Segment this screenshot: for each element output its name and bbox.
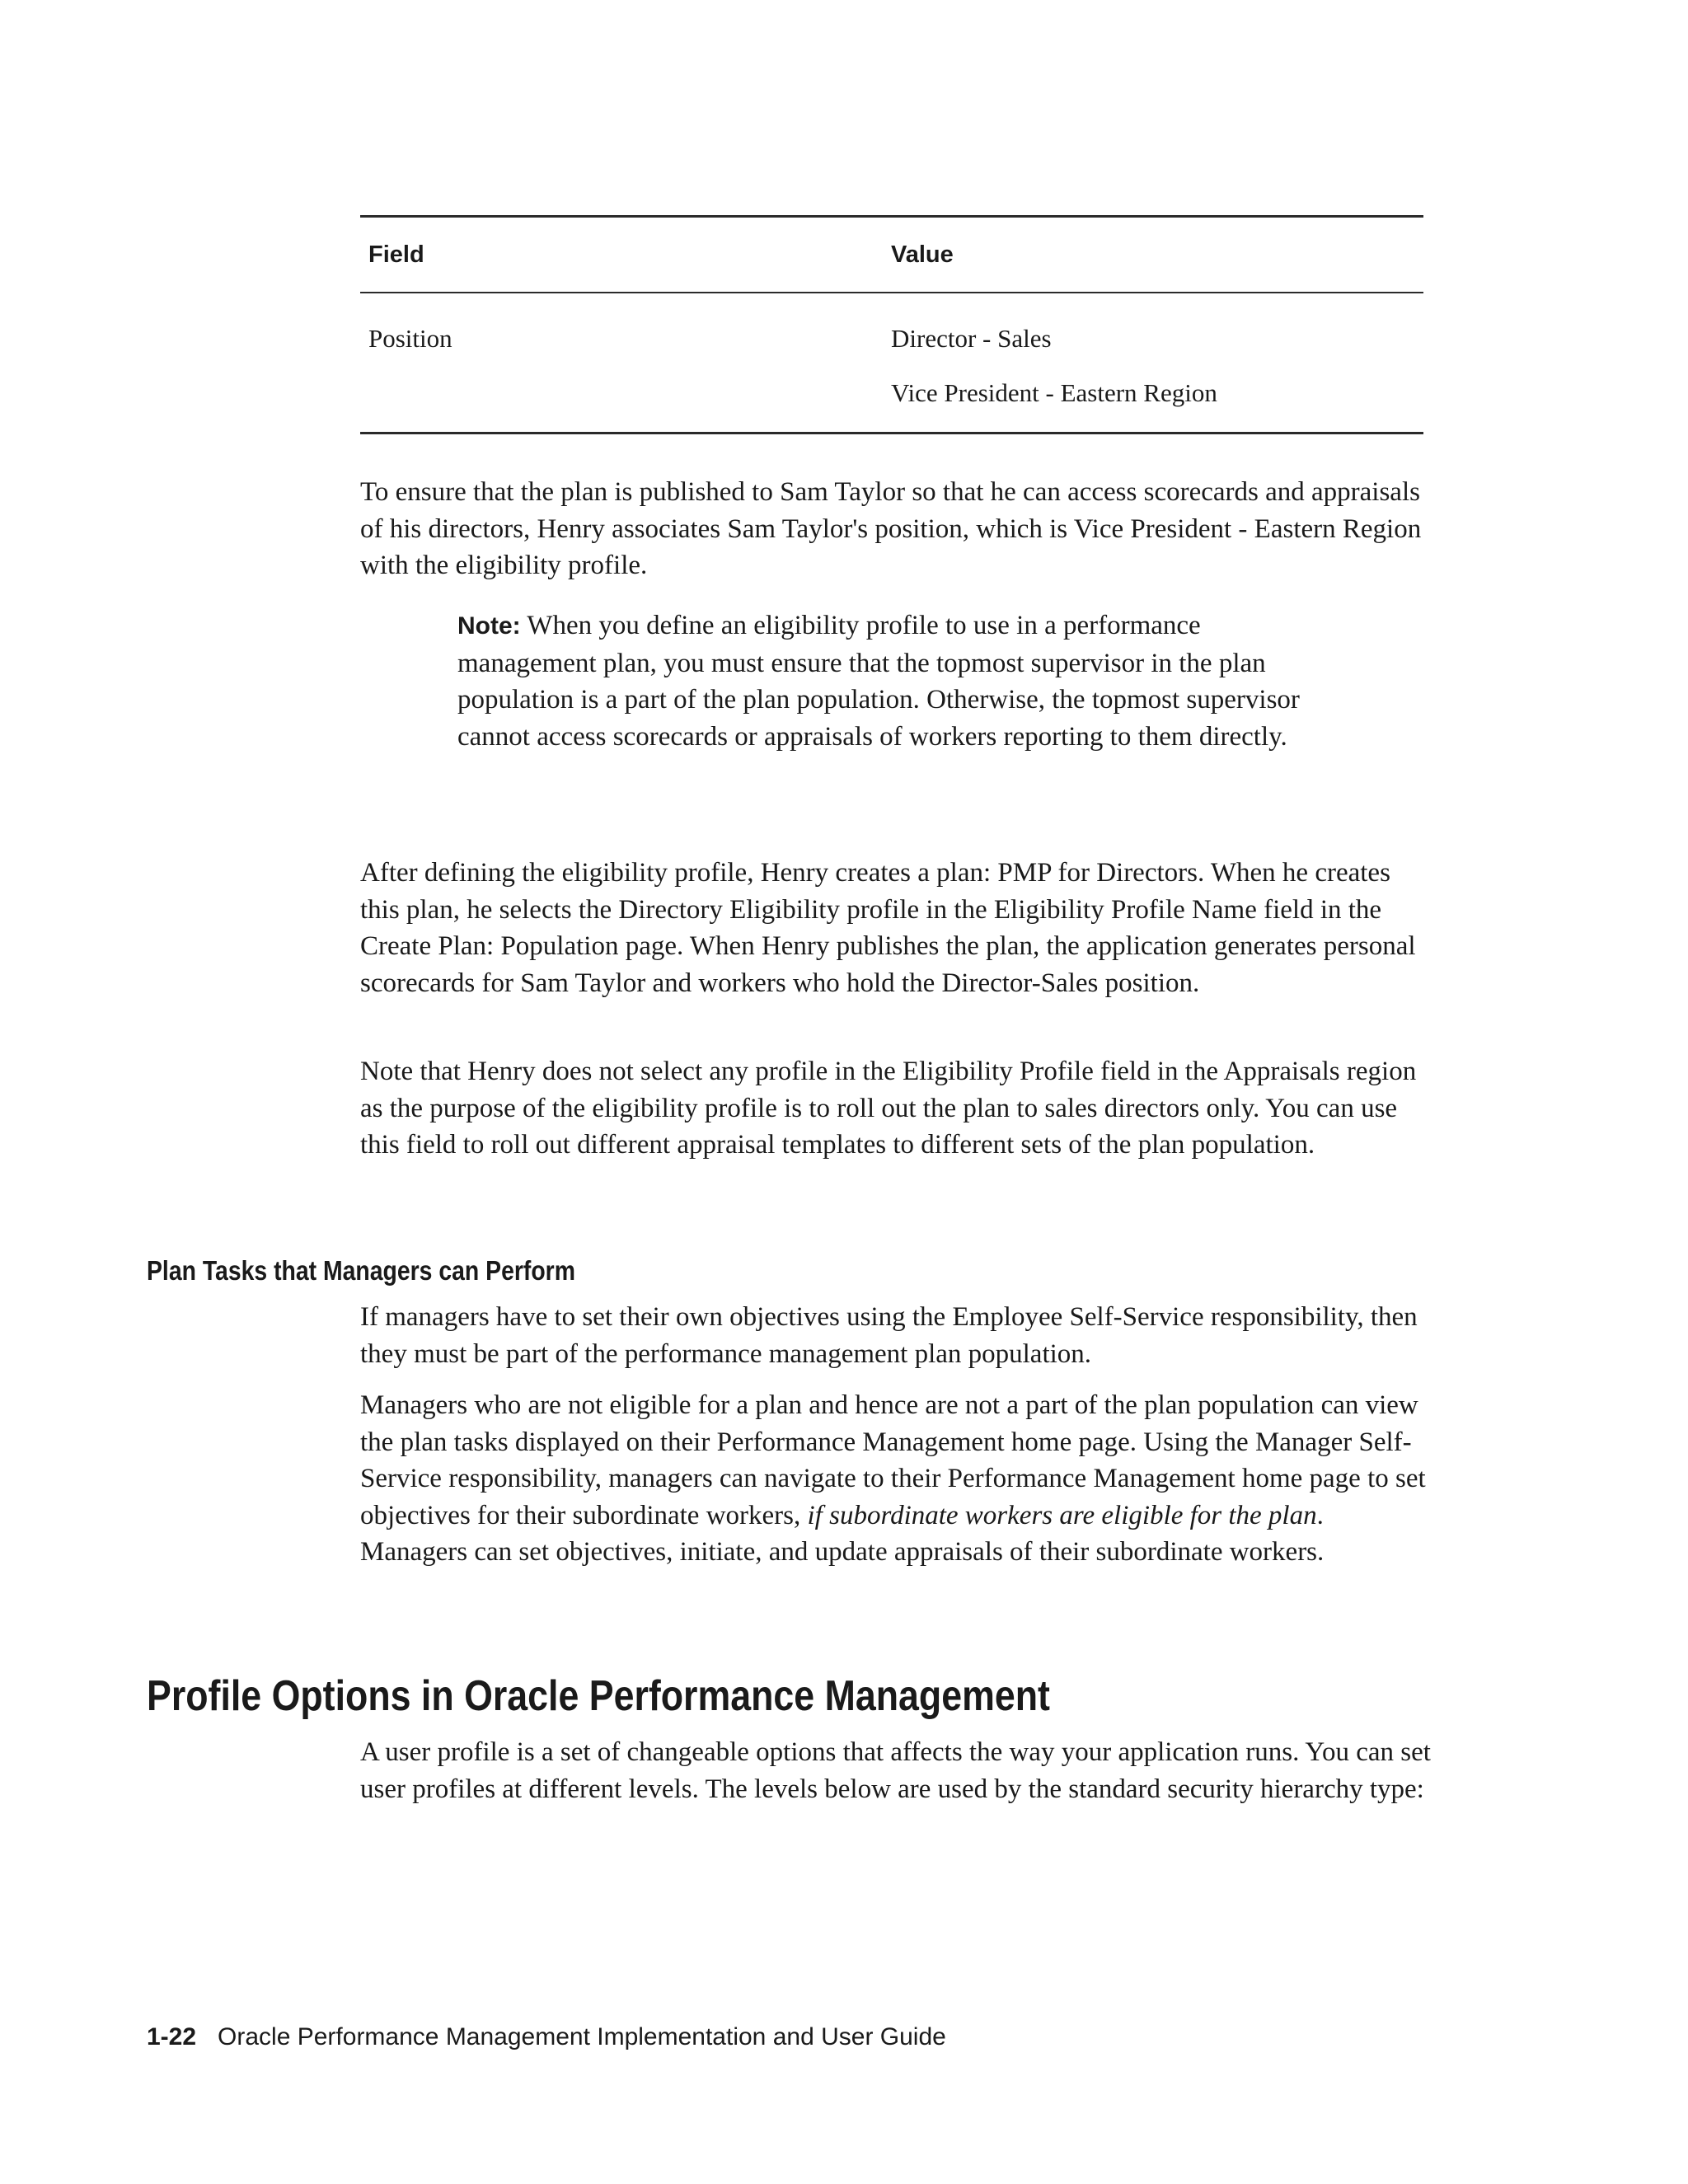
note-label: Note: — [457, 612, 521, 640]
page-number: 1-22 — [147, 2023, 197, 2050]
paragraph-create-plan: After defining the eligibility profile, Henry creates a plan: PMP for Directors. When he creates this plan, he selects the Directory Eligibility profile in the Eligibility Profile Name field in the Create Plan: Population page. When Henry publishes the plan, the application generates personal scorecards for Sam Taylor and workers who hold the Director-Sales position. — [360, 858, 1416, 998]
field-value-table — [360, 215, 1423, 434]
column-header-value: Value — [891, 241, 954, 268]
paragraph-publish-to-sam: To ensure that the plan is published to Sam Taylor so that he can access scorecards and appraisals of his directors, Henry associates Sam Taylor's position, which is Vice President - Eastern Region with the eligibility profile. — [360, 477, 1422, 580]
book-title: Oracle Performance Management Implementation and User Guide — [218, 2023, 946, 2050]
paragraph-user-profile: A user profile is a set of changeable options that affects the way your application runs. You can set user profiles at different levels. The levels below are used by the standard security hierarchy type: — [360, 1737, 1431, 1804]
section-heading-plan-tasks: Plan Tasks that Managers can Perform — [147, 1255, 575, 1286]
paragraph-managers-own-objectives: If managers have to set their own objectives using the Employee Self-Service responsibility, then they must be part of the performance management plan population. — [360, 1302, 1418, 1369]
value-line-2: Vice President - Eastern Region — [891, 378, 1217, 407]
table-cell-field: Position — [368, 324, 452, 353]
paragraph-text-part-1: Managers who are not eligible for a plan and hence are not a part of the plan population can view the plan tasks displayed on their Performance Management home page. Using the Manager Self-Service responsibility, managers can navigate to their Performance Management home page to set objectives for their subordinate workers, — [360, 1390, 1426, 1530]
paragraph-managers-not-eligible — [360, 1387, 1432, 1571]
section-heading-profile-options: Profile Options in Oracle Performance Management — [147, 1672, 1050, 1720]
table-cell-value — [891, 312, 1423, 420]
paragraph-italic-text: if subordinate workers are eligible for the plan — [807, 1500, 1317, 1530]
paragraph-eligibility-field: Note that Henry does not select any profile in the Eligibility Profile field in the Appraisals region as the purpose of the eligibility profile is to roll out the plan to sales directors only. You can use this field to roll out different appraisal templates to different sets of the plan population. — [360, 1057, 1417, 1160]
table-row — [360, 293, 1423, 432]
column-header-field: Field — [368, 241, 424, 268]
note-block — [457, 607, 1331, 755]
paragraph-text-part-2: . Managers can set objectives, initiate, and update appraisals of their subordinate workers. — [360, 1500, 1325, 1567]
value-line-1: Director - Sales — [891, 324, 1052, 353]
table-header-row — [360, 218, 1423, 293]
note-text: When you define an eligibility profile to use in a performance management plan, you must ensure that the topmost supervisor in the plan population is a part of the plan population. Otherwise, the topmost supervisor cannot access scorecards or appraisals of workers reporting to them directly. — [457, 611, 1300, 752]
page-footer — [147, 2023, 946, 2051]
